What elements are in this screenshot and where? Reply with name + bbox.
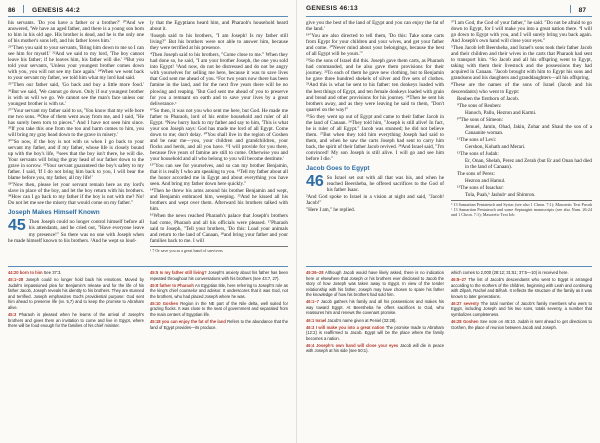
verse-paragraph: "Here I am," he replied.: [306, 207, 356, 214]
page-number-left: 86: [8, 7, 16, 14]
study-note: which comes to 2,000 (28:12; 31:51; 37:5—10) is received here.: [451, 270, 569, 275]
note-reference: 45:8 father to Pharaoh: [150, 282, 194, 288]
note-reference: 45:1–28: [8, 277, 24, 283]
verse-paragraph: ¹²"You can see for yourselves, and so can my brother Benjamin, that it is really I who am speaking to you. ¹³Tell my father about all the honor accorded me in Egypt and about everything you have seen. And bring my father down here quickly.": [150, 163, 288, 188]
note-text: See note on 45:10. Judah is sent ahead to get directions to Goshen, the place of reunion between Jacob and Joseph.: [451, 319, 592, 330]
verse-paragraph: ⁸These are the names of the sons of Israel (Jacob and his descendants) who went to Egypt:: [451, 82, 592, 95]
verse-paragraph: ³³"Now then, please let your servant remain here as my lord's slave in place of the boy, and let the boy return with his brothers. ³⁴How can I go back to my father if the boy is not with me? No! Do not let me see the misery that would come on my father.": [8, 182, 144, 207]
note-text: The list of Jacob's descendants who went to Egypt is arranged according to the mothers of the children, beginning with Leah and continuing with Zilpah, Rachel and Bilhah. It reflects the structure of the family as it was known to later generations.: [451, 277, 592, 299]
note-text: The promise made to Abraham (12:2) is reaffirmed to Jacob. Egypt will be the place where the family becomes a nation.: [306, 324, 444, 341]
note-reference: 46:1 Israel: [306, 317, 327, 323]
note-reference: 46:3 I will make you into a great nation: [306, 324, 385, 330]
study-note: [8, 270, 144, 276]
genealogy-line: ¹²The sons of Judah:: [457, 150, 499, 157]
page-number-right: 87: [578, 7, 586, 14]
study-note: [451, 319, 592, 330]
genealogy-names: Er, Onan, Shelah, Perez and Zerah (but Er and Onan had died in the land of Canaan).: [465, 157, 592, 171]
verse-paragraph: ²⁵So they went up out of Egypt and came to their father Jacob in the land of Canaan. ²⁶They told him, "Joseph is still alive! In fact, he is ruler of all Egypt." Jacob was stunned; he did not believe them. ²⁷But when they told him everything Joseph had said to them, and when he saw the carts Joseph had sent to carry him back, the spirit of their father Jacob revived. ²⁸And Israel said, "I'm convinced! My son Joseph is still alive. I will go and see him before I die.": [306, 113, 444, 163]
note-text: Jacob gathers his family and all his possessions and makes his way toward Egypt. At Beersheba he offers sacrifices to God, who reassures him and renews the covenant promise.: [306, 299, 444, 316]
note-reference: 46:8–27: [451, 277, 467, 283]
verse-paragraph: ²⁵"Then our father said, 'Go back and buy a little more food.' ²⁶But we said, 'We cannot go down. Only if our youngest brother is with us will we go. We cannot see the man's face unless our youngest brother is with us.': [8, 82, 144, 107]
notes-divider-left: [8, 266, 288, 267]
verse-paragraph: ³⁰"So now, if the boy is not with us when I go back to your servant my father, and if my father, whose life is closely bound up with the boy's life, ³¹sees that the boy isn't there, he will die. Your servants will bring the gray head of our father down to the grave in sorrow. ³²Your servant guaranteed the boy's safety to my father. I said, 'If I do not bring him back to you, I will bear the blame before you, my father, all my life!': [8, 138, 144, 182]
study-note: [306, 318, 444, 324]
header-rule-right: [306, 16, 592, 17]
study-notes-column-3: [306, 270, 444, 438]
genealogy-line: ⁹The sons of Reuben:: [457, 102, 502, 109]
note-reference: 44:20 born to him: [8, 270, 43, 275]
verse-paragraph: ³"I am God, the God of your father," he said. "Do not be afraid to go down to Egypt, for I will make you into a great nation there. ⁴I will go down to Egypt with you, and I will surely bring you back again. And Joseph's own hand will close your eyes.": [451, 20, 592, 45]
footnote: ᵇ 13 Samaritan Pentateuch and Syriac (see also 1 Chron. 7:1); Masoretic Text Puvah ᶜ 13 Samaritan Pentateuch and some Septuagint manuscripts (see also Num. 26:24 and 1 Chron. 7:1); Masoretic Text Iob: [451, 202, 592, 218]
genealogy-line: The sons of Perez:: [457, 171, 496, 178]
verse-paragraph: ¹⁹"You are also directed to tell them, 'Do this: Take some carts from Egypt for your children and your wives, and get your father and come. ²⁰Never mind about your belongings, because the best of all Egypt will be yours.'": [306, 33, 444, 58]
verse-paragraph: ⁸"So then, it was not you who sent me here, but God. He made me father to Pharaoh, lord of his entire household and ruler of all Egypt. ⁹Now hurry back to my father and say to him, 'This is what your son Joseph says: God has made me lord of all Egypt. Come down to me; don't delay. ¹⁰You shall live in the region of Goshen and be near me—you, your children and grandchildren, your flocks and herds, and all you have. ¹¹I will provide for you there, because five years of famine are still to come. Otherwise you and your household and all who belong to you will become destitute.': [150, 107, 288, 163]
text-column-2: [150, 20, 288, 264]
study-notes-column-2: [150, 270, 288, 438]
note-reference: 46:4 Joseph's own hand will close your eyes: [306, 342, 399, 348]
study-note: [150, 270, 288, 281]
header-separator: [570, 5, 571, 13]
chapter-number: 45: [8, 217, 26, 235]
genealogy-names: Jemuel, Jamin, Ohad, Jakin, Zohar and Shaul the son of a Canaanite woman.: [465, 123, 592, 136]
study-note: [150, 283, 288, 300]
note-text: Although Jacob would have likely asked, there is no indication here or elsewhere that Joseph or his brothers ever disclosed to Jacob the story of how Joseph was taken away to Egypt. In view of the tender relationship with his father, Joseph may have chosen to spare his father the knowledge of how his brothers had sold him.: [306, 270, 444, 298]
verse-paragraph: ly that the Egyptians heard him, and Pharaoh's household heard about it.: [150, 20, 288, 33]
note-text: The total number of Jacob's family members who went to Egypt, including Joseph and his two sons, totals seventy, a number that symbolizes completeness.: [451, 300, 592, 318]
note-text: Jacob will die in peace with Joseph at his side (see 50:1).: [306, 342, 444, 354]
verse-paragraph: ³Joseph said to his brothers, "I am Joseph! Is my father still living?" But his brothers were not able to answer him, because they were terrified at his presence.: [150, 33, 288, 52]
genealogy-line: ¹¹The sons of Levi:: [457, 136, 497, 143]
note-text: Jacob's name given at Peniel (32:28).: [327, 317, 397, 323]
genealogy-line: Reuben the firstborn of Jacob.: [457, 95, 520, 102]
header-separator: [23, 5, 24, 13]
text-column-4: [451, 20, 592, 264]
note-text: Region in the NE part of the Nile delta, well suited for grazing flocks. It was close to the seat of government and separated from the main centers of Egyptian life.: [150, 300, 288, 318]
note-reference: 45:18 you can enjoy the fat of the land: [150, 319, 226, 325]
text-column-1: [8, 20, 144, 264]
verse-paragraph: ²¹"Then you said to your servants, 'Bring him down to me so I can see him for myself.' ²²And we said to my lord, 'The boy cannot leave his father; if he leaves him, his father will die.' ²³But you told your servants, 'Unless your youngest brother comes down with you, you will not see my face again.' ²⁴When we went back to your servant my father, we told him what my lord had said.: [8, 45, 144, 82]
text-column-3: [306, 20, 444, 264]
note-text: See 37:3.: [43, 270, 62, 275]
study-note: [306, 325, 444, 342]
study-note: [451, 301, 592, 318]
genealogy-line: ¹³The sons of Issachar:: [457, 185, 504, 192]
verse-paragraph: his servants. 'Do you have a father or a brother?' ²⁰And we answered, 'We have an aged father, and there is a young son born to him in his old age. His brother is dead, and he is the only one of his mother's sons left, and his father loves him.': [8, 20, 144, 45]
verse-paragraph: ¹⁴Then he threw his arms around his brother Benjamin and wept, and Benjamin embraced him, weeping. ¹⁵And he kissed all his brothers and wept over them. Afterward his brothers talked with him.: [150, 188, 288, 213]
note-reference: 45:10 Goshen: [150, 300, 179, 306]
note-reference: 45:5 Is my father still living?: [150, 270, 207, 275]
genealogy-names: Hezron and Hamul.: [465, 178, 506, 185]
genealogy-names: Tola, Puah,ᵇ Jashubᶜ and Shimron.: [465, 192, 536, 199]
verse-paragraph: give you the best of the land of Egypt and you can enjoy the fat of the land.': [306, 20, 444, 33]
study-note: [150, 301, 288, 318]
note-reference: 45:26–28: [306, 270, 324, 275]
page-gutter: [296, 0, 297, 443]
study-note: [8, 312, 144, 329]
genealogy-line: ¹⁰The sons of Simeon:: [457, 116, 504, 123]
chapter-number: 46: [306, 173, 324, 191]
verse-paragraph: ²¹So the sons of Israel did this. Joseph gave them carts, as Pharaoh had commanded, and he also gave them provisions for their journey. ²²To each of them he gave new clothing, but to Benjamin he gave three hundred shekels of silver and five sets of clothes. ²³And this is what he sent to his father: ten donkeys loaded with the best things of Egypt, and ten female donkeys loaded with grain and bread and other provisions for his journey. ²⁴Then he sent his brothers away, and as they were leaving he said to them, "Don't quarrel on the way!": [306, 58, 444, 113]
header-rule-left: [8, 16, 288, 17]
study-note: [150, 319, 288, 330]
study-note: [306, 299, 444, 316]
genealogy-names: Gershon, Kohath and Merari.: [465, 143, 526, 150]
note-text: Pharaoh is pleased when he learns of the arrival of Joseph's brothers and gives them an invitation to come and live in Egypt, where there will be food enough for the families of his chief minister.: [8, 312, 144, 329]
running-head-left: GENESIS 44:2: [32, 7, 80, 14]
footnote: ᵃ 7 Or save you as a great band of survivors: [150, 246, 288, 253]
section-heading: Joseph Makes Himself Known: [8, 209, 100, 217]
verse-paragraph: ⁵Then Jacob left Beersheba, and Israel's sons took their father Jacob and their children and their wives in the carts that Pharaoh had sent to transport him. ⁶So Jacob and all his offspring went to Egypt, taking with them their livestock and the possessions they had acquired in Canaan. ⁷Jacob brought with him to Egypt his sons and grandsons and his daughters and granddaughters—all his offspring.: [451, 45, 592, 82]
verse-paragraph: ⁴Then Joseph said to his brothers, "Come close to me." When they had done so, he said, "I am your brother Joseph, the one you sold into Egypt! ⁵And now, do not be distressed and do not be angry with yourselves for selling me here, because it was to save lives that God sent me ahead of you. ⁶For two years now there has been famine in the land, and for the next five years there will be no plowing and reaping. ⁷But God sent me ahead of you to preserve for you a remnant on earth and to save your lives by a great deliverance.ᵃ: [150, 52, 288, 107]
study-note: [8, 277, 144, 310]
note-reference: 45:3: [8, 312, 17, 318]
note-reference: 46:1–7: [306, 299, 319, 305]
study-notes-column-1: [8, 270, 144, 438]
note-text: Refers to the abundance that the land of Egypt provides—its produce.: [150, 319, 288, 330]
section-heading: Jacob Goes to Egypt: [306, 165, 370, 173]
note-text: An Egyptian title, here referring to Joseph's role as the king's chief counselor and advisor. It underscores that it was God, not the brothers, who had placed Joseph where he was.: [150, 282, 288, 299]
notes-divider-right: [306, 266, 592, 267]
study-note: [306, 343, 444, 354]
chapter-opening-paragraph: [8, 219, 144, 243]
genealogy-names: Hanoch, Pallu, Hezron and Karmi.: [465, 109, 537, 116]
note-reference: 46:28 Goshen: [451, 319, 479, 325]
verse-text: Then Joseph could no longer control himself before all his attendants, and he cried out, "Have everyone leave my presence!" So there was no one with Joseph when he made himself known to his brothers. ²And he wept so loud-: [8, 219, 144, 244]
study-note: [451, 277, 592, 299]
note-text: Joseph could no longer hold back his emotions. Moved by Judah's impassioned plea for Benjamin's release and for the life of his father Jacob, Joseph reveals his identity to his brothers. They are stunned and terrified. Joseph emphasizes God's providential purpose: God sent him ahead to preserve life (vv. 5,7) and to keep the promise to Abraham alive.: [8, 277, 144, 310]
verse-paragraph: ²⁷"Your servant my father said to us, 'You know that my wife bore me two sons. ²⁸One of them went away from me, and I said, "He has surely been torn to pieces." And I have not seen him since. ²⁹If you take this one from me too and harm comes to him, you will bring my gray head down to the grave in misery.': [8, 107, 144, 138]
chapter-opening-paragraph: [306, 175, 444, 193]
study-notes-column-4: [451, 270, 592, 438]
note-text: Joseph's anxiety about his father has been repeated throughout his conversations with his brothers (see 43:7, 27).: [150, 270, 288, 281]
study-note: [306, 270, 444, 298]
note-reference: 46:27 seventy: [451, 300, 479, 306]
verse-text: So Israel set out with all that was his, and when he reached Beersheba, he offered sacrifices to the God of his father Isaac.: [326, 175, 444, 194]
running-head-right: GENESIS 46:13: [306, 5, 358, 12]
verse-paragraph: ¹⁶When the news reached Pharaoh's palace that Joseph's brothers had come, Pharaoh and all his officials were pleased. ¹⁷Pharaoh said to Joseph, "Tell your brothers, 'Do this: Load your animals and return to the land of Canaan, ¹⁸and bring your father and your families back to me. I will: [150, 213, 288, 244]
verse-paragraph: ²And God spoke to Israel in a vision at night and said, "Jacob! Jacob!": [306, 194, 444, 207]
